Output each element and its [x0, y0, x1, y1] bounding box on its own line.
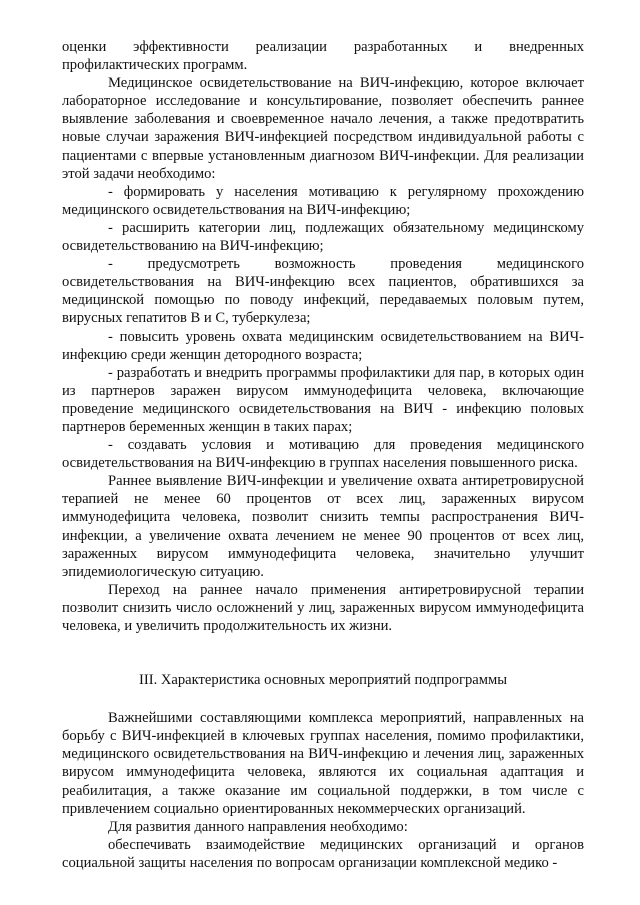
list-item-couples-programs: - разработать и внедрить программы профилактики для пар, в которых один из партнеров заражен вирусом иммунодефицита человека, включающие проведение медицинского освидетельствования на ВИЧ - инфекцию половых партнеров беременных женщин в таких парах; [62, 364, 584, 435]
list-item-increase-coverage: - повысить уровень охвата медицинским освидетельствованием на ВИЧ-инфекцию среди женщин детородного возраста; [62, 328, 584, 363]
paragraph-early-detection: Раннее выявление ВИЧ-инфекции и увеличение охвата антиретровирусной терапией не менее 60 процентов от всех лиц, зараженных вирусом иммунодефицита человека, позволит снизить темпы распространения ВИЧ-инфекции, а увеличение охвата лечением не менее 90 процентов от всех лиц, зараженных вирусом иммунодефицита человека, значительно улучшит эпидемиологическую ситуацию. [62, 473, 584, 580]
paragraph-key-components: Важнейшими составляющими комплекса мероприятий, направленных на борьбу с ВИЧ-инфекцией в ключевых группах населения, помимо профилактики, медицинского освидетельствования на ВИЧ-инфекцию и лечения лиц, зараженных вирусом иммунодефицита человека, являются их социальная адаптация и реабилитация, а также оказание им социальной поддержки, в том числе с привлечением социально ориентированных некоммерческих организаций. [62, 710, 584, 817]
paragraph-cooperation: обеспечивать взаимодействие медицинских организаций и органов социальной защиты населения по вопросам организации комплексной медико - [62, 836, 584, 871]
document-page [62, 38, 584, 872]
paragraph-continuation: оценки эффективности реализации разработанных и внедренных профилактических программ. [62, 39, 584, 74]
list-item-motivation: - формировать у населения мотивацию к регулярному прохождению медицинского освидетельствования на ВИЧ-инфекцию; [62, 183, 584, 218]
list-item-risk-groups: - создавать условия и мотивацию для проведения медицинского освидетельствования на ВИЧ-инфекцию в группах населения повышенного риска. [62, 437, 584, 472]
paragraph-medical-examination: Медицинское освидетельствование на ВИЧ-инфекцию, которое включает лабораторное исследование и консультирование, позволяет обеспечить раннее выявление заболевания и своевременное начало лечения, а также предотвратить новые случаи заражения ВИЧ-инфекцией посредством индивидуальной работы с пациентами с впервые установленным диагнозом ВИЧ-инфекции. Для реализации этой задачи необходимо: [62, 75, 584, 182]
paragraph-development: Для развития данного направления необходимо: [108, 818, 408, 835]
section-heading: III. Характеристика основных мероприятий подпрограммы [138, 672, 507, 689]
list-item-provide-possibility: - предусмотреть возможность проведения медицинского освидетельствования на ВИЧ-инфекцию всех пациентов, обратившихся за медицинской помощью по поводу инфекций, передаваемых половым путем, вирусных гепатитов B и C, туберкулеза; [62, 256, 584, 327]
list-item-expand-categories: - расширить категории лиц, подлежащих обязательному медицинскому освидетельствованию на ВИЧ-инфекцию; [62, 219, 584, 255]
paragraph-early-therapy: Переход на раннее начало применения антиретровирусной терапии позволит снизить число осложнений у лиц, зараженных вирусом иммунодефицита человека, и увеличить продолжительность их жизни. [62, 581, 584, 634]
